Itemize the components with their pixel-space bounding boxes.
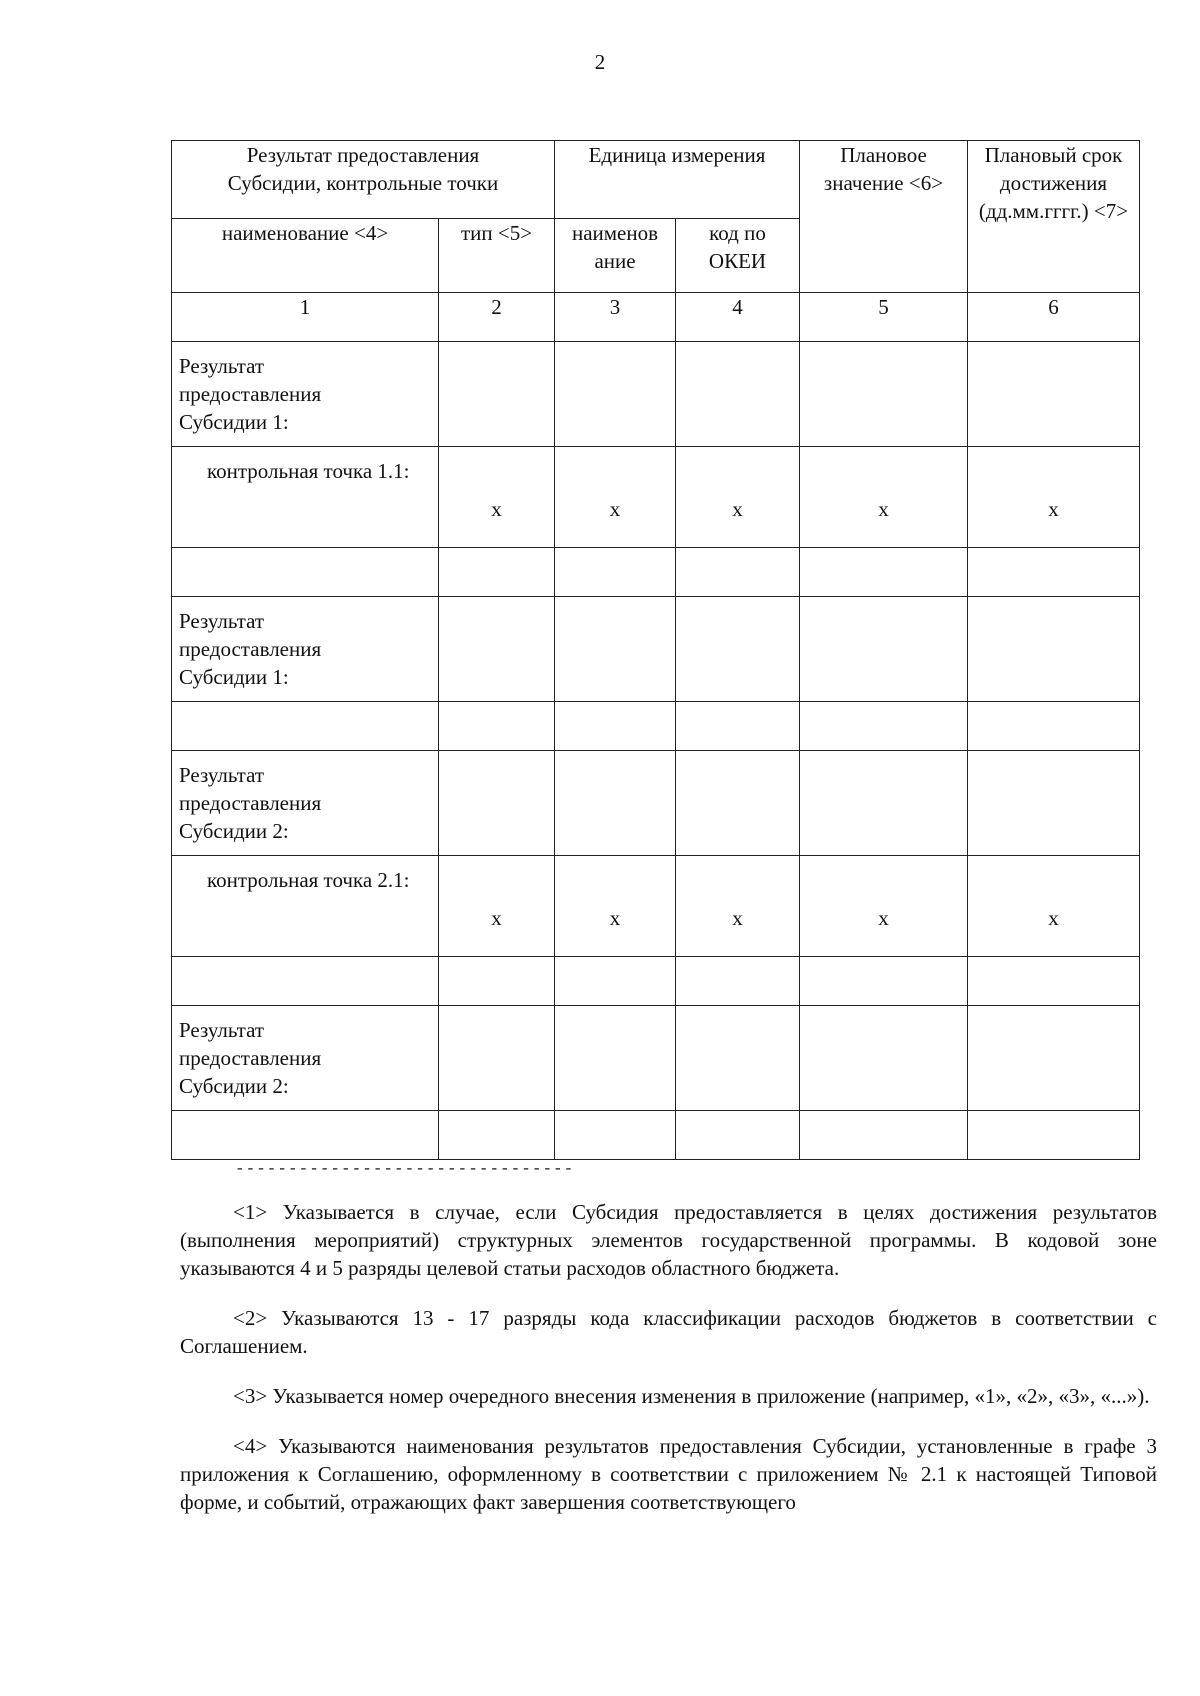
x-mark: x — [800, 447, 968, 548]
table-cell — [968, 342, 1140, 447]
checkpoint-name: контрольная точка 1.1: — [207, 459, 410, 483]
x-mark: x — [800, 856, 968, 957]
x-mark: x — [968, 856, 1140, 957]
table-row — [172, 342, 1140, 447]
footnote: <1> Указывается в случае, если Субсидия предоставляется в целях достижения результатов (выполнения мероприятий) структурных элементов государственной программы. В кодовой зоне указываются 4 и 5 разряды целевой статьи расходов областного бюджета. — [180, 1200, 1157, 1280]
column-number-row — [172, 293, 1140, 342]
table-cell — [439, 751, 555, 856]
x-mark: x — [555, 447, 676, 548]
table-cell — [676, 957, 800, 1006]
checkpoint-name-cell — [172, 447, 439, 548]
table-cell — [800, 702, 968, 751]
header-okei: код по ОКЕИ — [676, 219, 800, 293]
x-mark: x — [439, 447, 555, 548]
result-name: Результат предоставления Субсидии 1: — [179, 354, 322, 434]
table-cell — [676, 342, 800, 447]
table-cell — [172, 548, 439, 597]
results-table — [171, 140, 1140, 1160]
table-row — [172, 548, 1140, 597]
table-row — [172, 856, 1140, 957]
x-mark: x — [676, 447, 800, 548]
table-cell — [968, 548, 1140, 597]
table-cell — [676, 548, 800, 597]
result-name: Результат предоставления Субсидии 2: — [179, 763, 322, 843]
table-row — [172, 1006, 1140, 1111]
table-cell — [968, 1111, 1140, 1160]
result-name: Результат предоставления Субсидии 1: — [179, 609, 322, 689]
header-unit-name: наименов ание — [555, 219, 676, 293]
table-cell — [800, 548, 968, 597]
table-cell — [555, 751, 676, 856]
table-cell — [439, 548, 555, 597]
page-number: 2 — [594, 50, 606, 74]
table-cell — [555, 597, 676, 702]
footnote: <2> Указываются 13 - 17 разряды кода классификации расходов бюджетов в соответствии с Соглашением. — [180, 1306, 1157, 1358]
table-cell — [555, 957, 676, 1006]
x-mark: x — [555, 856, 676, 957]
column-number: 2 — [439, 293, 555, 342]
table-cell — [439, 342, 555, 447]
result-name-cell — [172, 751, 439, 856]
column-number: 3 — [555, 293, 676, 342]
table-row — [172, 751, 1140, 856]
footnote: <3> Указывается номер очередного внесения изменения в приложение (например, «1», «2», «3», «...»). — [233, 1384, 1150, 1408]
table-cell — [800, 1006, 968, 1111]
result-name-cell — [172, 597, 439, 702]
table-cell — [172, 702, 439, 751]
table-cell — [439, 597, 555, 702]
x-mark: x — [676, 856, 800, 957]
table-cell — [676, 1006, 800, 1111]
checkpoint-name-cell — [172, 856, 439, 957]
column-number: 1 — [172, 293, 439, 342]
table-cell — [439, 1111, 555, 1160]
table-cell — [555, 1006, 676, 1111]
table-cell — [172, 1111, 439, 1160]
table-cell — [968, 597, 1140, 702]
table-cell — [555, 548, 676, 597]
result-name: Результат предоставления Субсидии 2: — [179, 1018, 322, 1098]
header-planned-date: Плановый срок достижения (дд.мм.гггг.) <7> — [968, 141, 1140, 293]
x-mark: x — [439, 856, 555, 957]
table-cell — [968, 702, 1140, 751]
table-cell — [439, 702, 555, 751]
table-cell — [676, 751, 800, 856]
column-number: 4 — [676, 293, 800, 342]
table-row — [172, 597, 1140, 702]
footnotes — [180, 1198, 1157, 1538]
table-cell — [439, 957, 555, 1006]
table-cell — [439, 1006, 555, 1111]
table-cell — [800, 957, 968, 1006]
column-number: 5 — [800, 293, 968, 342]
table-cell — [968, 957, 1140, 1006]
table-cell — [800, 342, 968, 447]
table-cell — [800, 1111, 968, 1160]
table-cell — [800, 597, 968, 702]
checkpoint-name: контрольная точка 2.1: — [207, 868, 410, 892]
table-row — [172, 1111, 1140, 1160]
table-cell — [676, 597, 800, 702]
table-cell — [172, 957, 439, 1006]
header-result-group: Результат предоставления Субсидии, контрольные точки — [172, 141, 555, 219]
x-mark: x — [968, 447, 1140, 548]
table-cell — [555, 702, 676, 751]
table-cell — [676, 1111, 800, 1160]
table-cell — [676, 702, 800, 751]
result-name-cell — [172, 342, 439, 447]
header-type: тип <5> — [439, 219, 555, 293]
footnote-separator: -------------------------------- — [235, 1160, 575, 1178]
column-number: 6 — [968, 293, 1140, 342]
table-row — [172, 957, 1140, 1006]
table-cell — [555, 342, 676, 447]
header-planned-value: Плановое значение <6> — [800, 141, 968, 293]
header-row-top — [172, 141, 1140, 219]
table-cell — [968, 1006, 1140, 1111]
header-name: наименование <4> — [172, 219, 439, 293]
result-name-cell — [172, 1006, 439, 1111]
footnote: <4> Указываются наименования результатов предоставления Субсидии, установленные в графе 3 приложения к Соглашению, оформленному в соответствии с приложением № 2.1 к настоящей Типовой форме, и событий, отражающих факт завершения соответствующего — [180, 1434, 1157, 1514]
table-row — [172, 447, 1140, 548]
table-row — [172, 702, 1140, 751]
table-cell — [555, 1111, 676, 1160]
table-cell — [968, 751, 1140, 856]
header-unit-group: Единица измерения — [555, 141, 800, 219]
table-cell — [800, 751, 968, 856]
